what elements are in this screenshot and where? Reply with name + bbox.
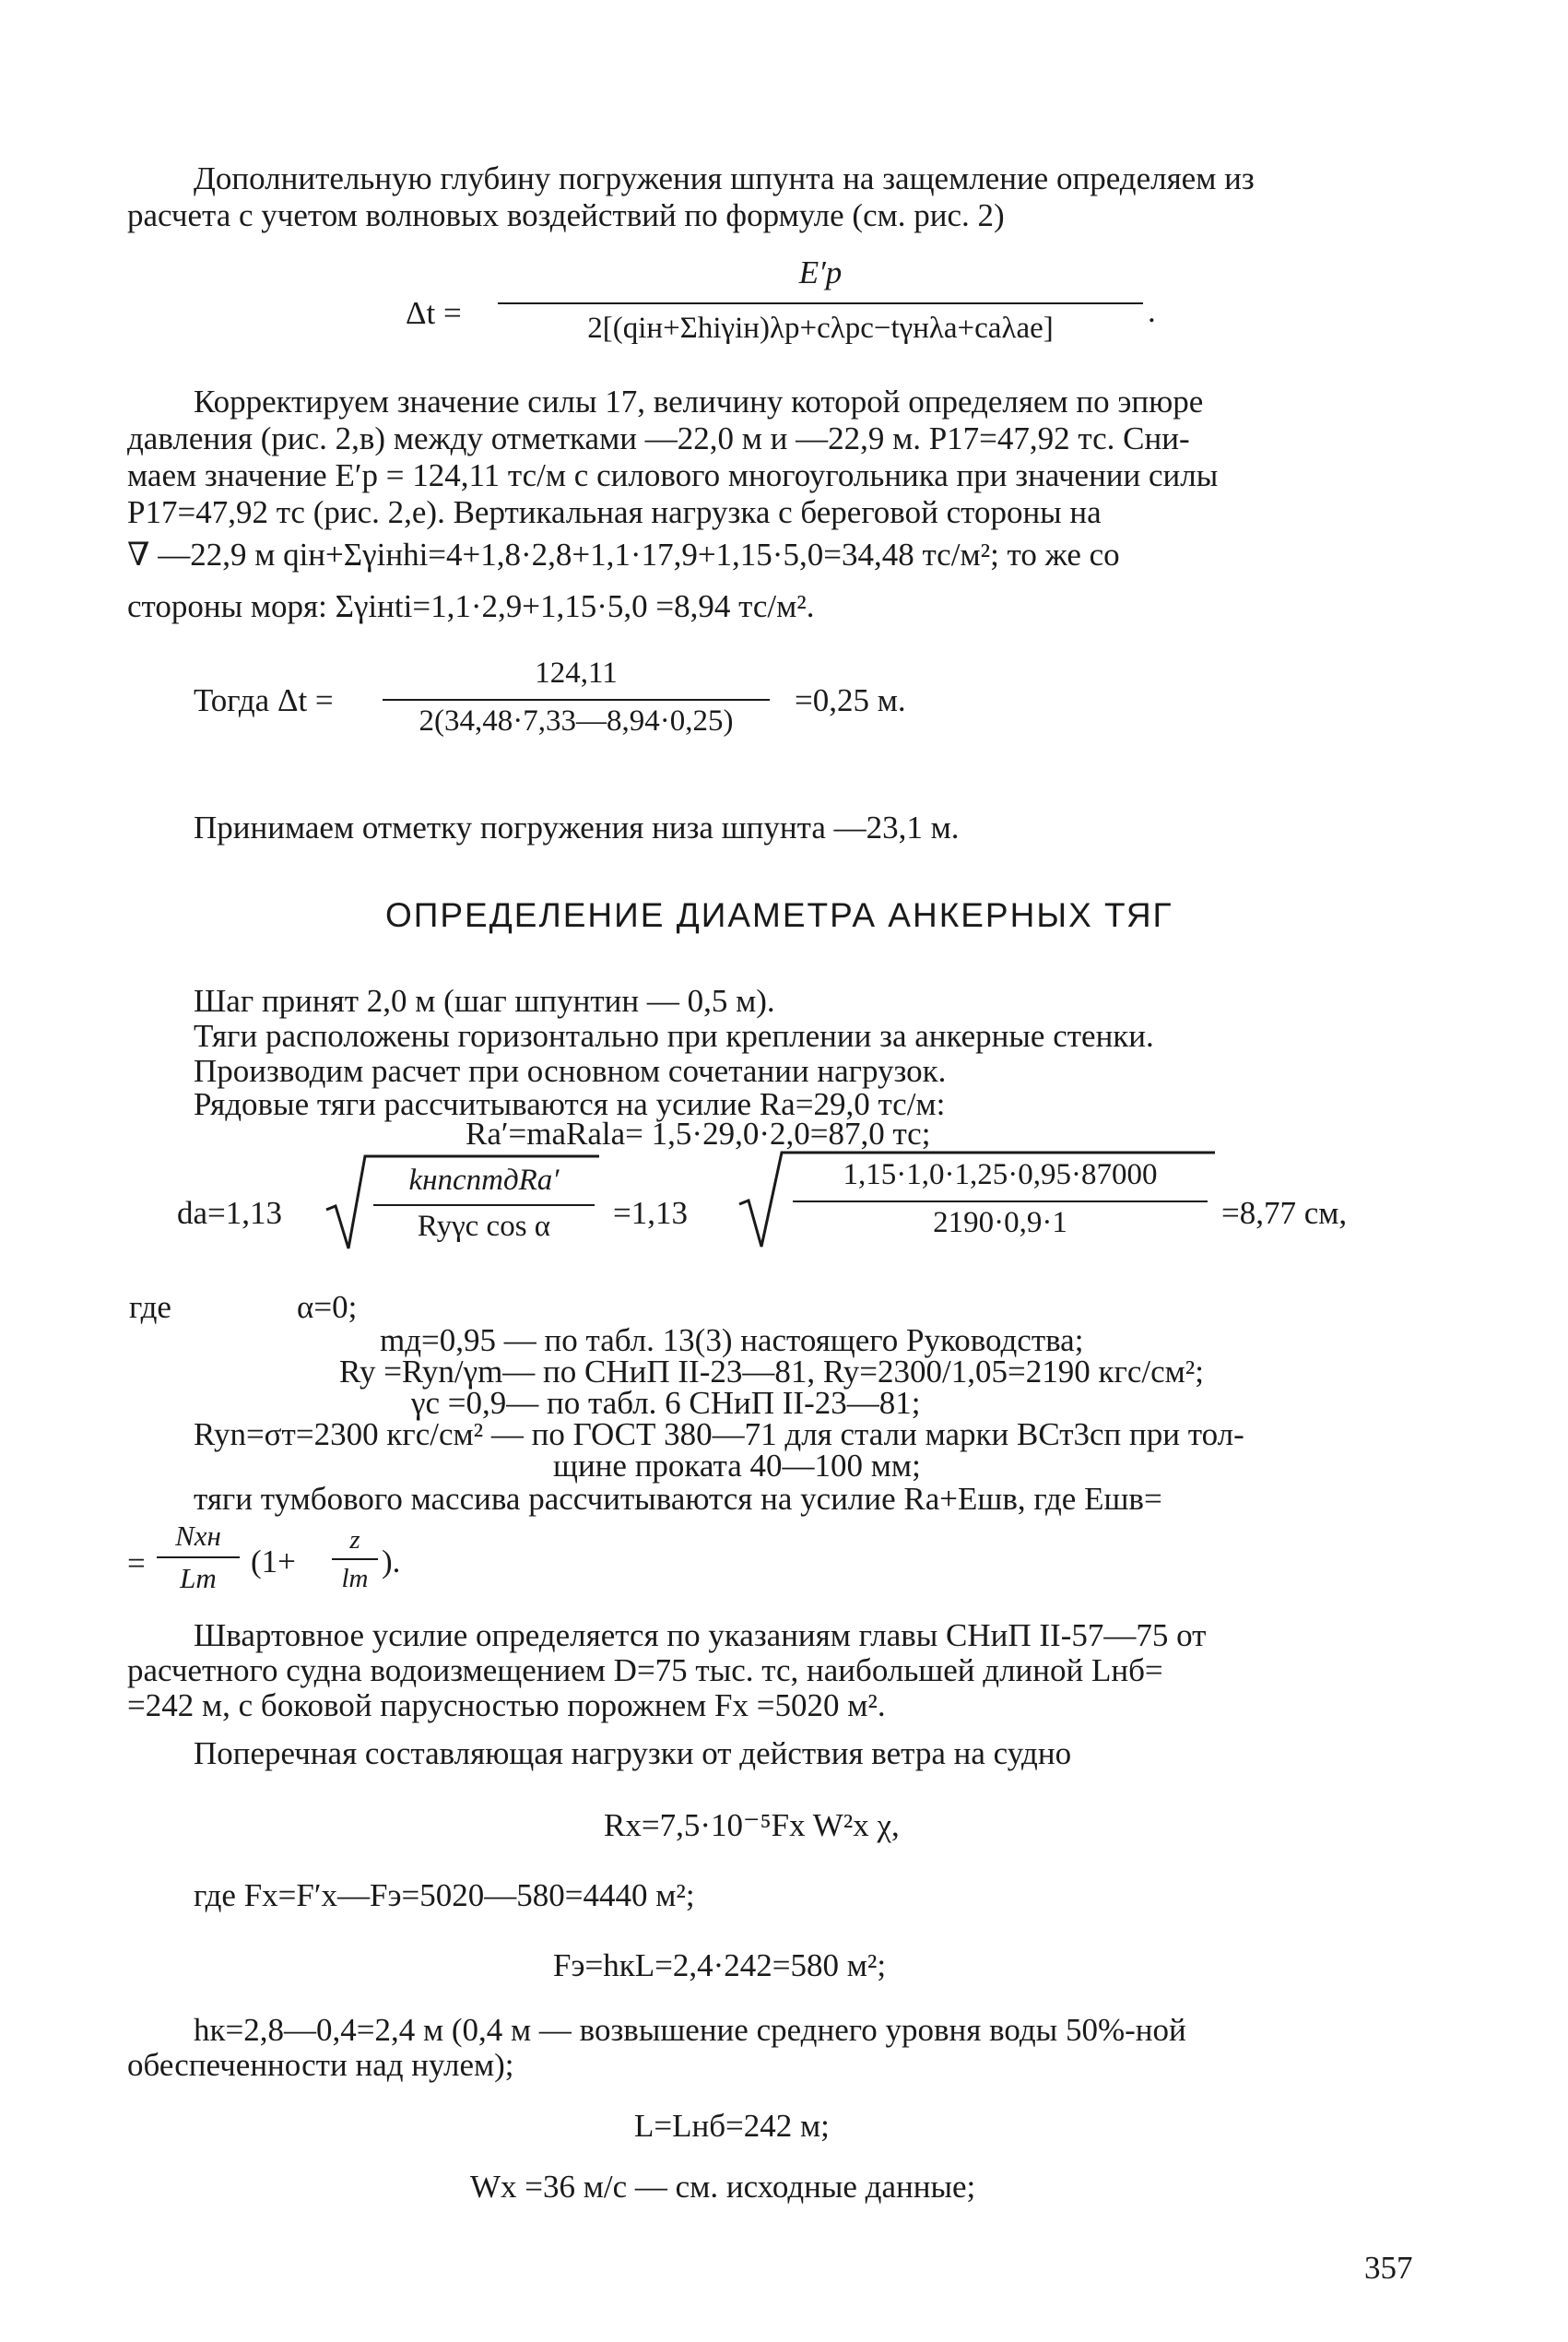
correct-line-5: ∇ —22,9 м qiн+Σγiнhi=4+1,8·2,8+1,1·17,9+1,15·5,0=34,48 тс/м²; то же со — [127, 537, 1120, 573]
where-line-2: Ry =Ryn/γm— по СНиП II-23—81, Ry=2300/1,05=2190 кгс/см²; — [339, 1354, 1205, 1390]
formula-da-mid: =1,13 — [613, 1195, 688, 1231]
formula-dt-denominator: 2[(qiн+Σhiγiн)λp+cλpc−tγнλa+caλae] — [587, 312, 1054, 345]
accept-line: Принимаем отметку погружения низа шпунта —23,1 м. — [194, 810, 960, 846]
formula-eshv-prefix: = — [127, 1545, 146, 1581]
mooring-line-1: Швартовное усилие определяется по указаниям главы СНиП II-57—75 от — [194, 1617, 1207, 1653]
correct-line-1: Корректируем значение силы 17, величину которой определяем по эпюре — [194, 384, 1204, 420]
fx-line: где Fx=F′x—Fэ=5020—580=4440 м²; — [194, 1877, 695, 1913]
hk-line-1: hк=2,8—0,4=2,4 м (0,4 м — возвышение среднего уровня воды 50%-ной — [194, 2012, 1186, 2048]
formula-eshv-num: Nxн — [175, 1520, 221, 1552]
formula-eshv-den: Lт — [180, 1562, 217, 1594]
correct-line-2: давления (рис. 2,в) между отметками —22,0 м и —22,9 м. P17=47,92 тс. Сни- — [127, 420, 1190, 456]
formula-da-rad1-bar — [373, 1204, 595, 1206]
hk-line-2: обеспеченности над нулем); — [127, 2047, 514, 2083]
formula-da-rad2-num: 1,15·1,0·1,25·0,95·87000 — [843, 1158, 1158, 1191]
formula-eshv-paren: (1+ — [251, 1544, 296, 1579]
mooring-line-2: расчетного судна водоизмещением D=75 тыс. тс, наибольшей длиной Lнб= — [127, 1652, 1163, 1688]
formula-then-numerator: 124,11 — [535, 656, 618, 690]
ra-line: Rа′=mаRаlа= 1,5·29,0·2,0=87,0 тс; — [466, 1116, 931, 1152]
correct-line-6: стороны моря: Σγiнti=1,1·2,9+1,15·5,0 =8,94 тс/м². — [127, 588, 815, 624]
formula-da-rad1-num: kнncnmдRа′ — [408, 1164, 560, 1197]
where-line-3: γc =0,9— по табл. 6 СНиП II-23—81; — [411, 1385, 921, 1421]
formula-da-result: =8,77 см, — [1221, 1195, 1348, 1231]
formula-then-result: =0,25 м. — [795, 682, 906, 718]
intro-line-1: Дополнительную глубину погружения шпунта на защемление определяем из — [194, 160, 1255, 196]
section-title: ОПРЕДЕЛЕНИЕ ДИАМЕТРА АНКЕРНЫХ ТЯГ — [385, 896, 1173, 934]
where-line-5: щине проката 40—100 мм; — [553, 1448, 921, 1484]
formula-eshv-inner-num: z — [349, 1525, 360, 1555]
formula-dt-numerator: E′p — [798, 254, 843, 290]
formula-da-rad2-bar — [793, 1201, 1208, 1202]
fe-line: Fэ=hкL=2,4·242=580 м²; — [553, 1947, 887, 1983]
where-line-6: тяги тумбового массива рассчитываются на усилие Rа+Eшв, где Eшв= — [194, 1481, 1162, 1517]
formula-eshv-inner-den: lт — [341, 1564, 369, 1593]
section-line-1: Шаг принят 2,0 м (шаг шпунтин — 0,5 м). — [194, 983, 775, 1019]
formula-then-lhs: Тогда Δt = — [194, 682, 334, 718]
l-line: L=Lнб=242 м; — [634, 2108, 830, 2144]
section-line-2: Тяги расположены горизонтально при креплении за анкерные стенки. — [194, 1018, 1154, 1054]
section-line-3: Производим расчет при основном сочетании нагрузок. — [194, 1053, 947, 1089]
formula-dt-end: . — [1148, 293, 1156, 329]
formula-da-rad2-den: 2190·0,9·1 — [933, 1206, 1067, 1239]
formula-then-bar — [383, 699, 770, 701]
formula-then-denominator: 2(34,48·7,33—8,94·0,25) — [419, 704, 734, 738]
where-line-4: Ryn=σт=2300 кгс/см² — по ГОСТ 380—71 для стали марки ВСт3сп при тол- — [194, 1416, 1244, 1452]
where-alpha: α=0; — [297, 1289, 358, 1325]
transverse-line: Поперечная составляющая нагрузки от действия ветра на судно — [194, 1735, 1072, 1771]
where-line-1: mд=0,95 — по табл. 13(3) настоящего Руководства; — [380, 1322, 1084, 1358]
formula-da-lhs: dа=1,13 — [177, 1195, 283, 1231]
section-line-4: Рядовые тяги рассчитываются на усилие Rа=29,0 тс/м: — [194, 1086, 946, 1122]
wx-line: Wx =36 м/с — см. исходные данные; — [470, 2169, 976, 2205]
intro-line-2: расчета с учетом волновых воздействий по формуле (см. рис. 2) — [127, 197, 1005, 233]
formula-eshv-close: ). — [382, 1544, 401, 1579]
correct-line-4: P17=47,92 тс (рис. 2,е). Вертикальная нагрузка с береговой стороны на — [127, 494, 1102, 530]
formula-rx: Rx=7,5·10⁻⁵Fx W²x χ, — [604, 1807, 900, 1843]
formula-eshv-inner-bar — [332, 1558, 378, 1560]
formula-da-rad1-den: Ryγc cos α — [417, 1210, 551, 1243]
formula-eshv-bar — [157, 1556, 240, 1558]
page-number: 357 — [1364, 2250, 1413, 2286]
mooring-line-3: =242 м, с боковой парусностью порожнем Fx =5020 м². — [127, 1687, 886, 1723]
correct-line-3: маем значение E′p = 124,11 тс/м с силового многоугольника при значении силы — [127, 457, 1219, 493]
formula-dt-bar — [498, 302, 1143, 304]
formula-dt-lhs: Δt = — [406, 295, 462, 331]
where-label: где — [129, 1289, 171, 1325]
